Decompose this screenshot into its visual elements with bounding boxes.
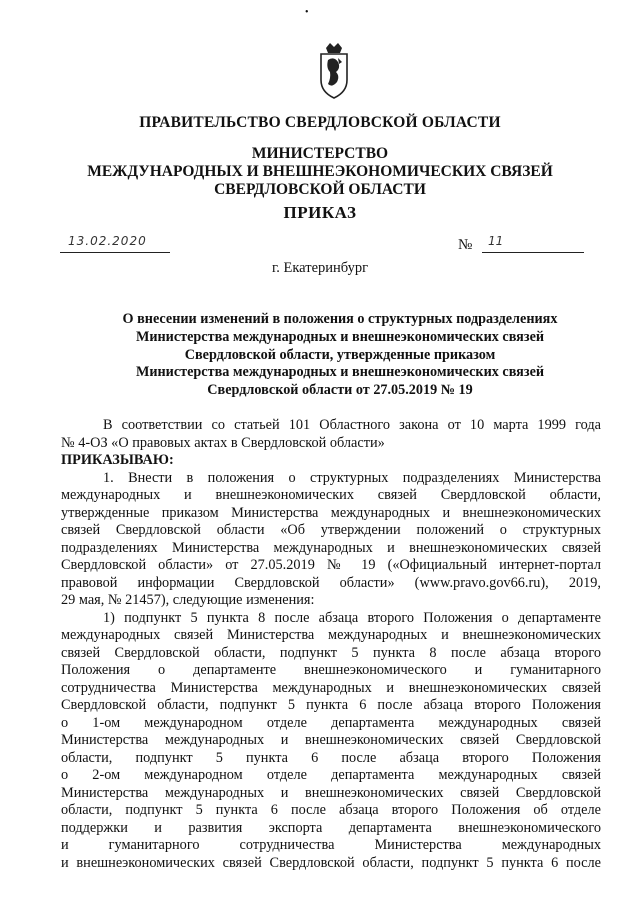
body-line: Положения о департаменте внешнеэкономического и гуманитарного bbox=[61, 662, 601, 678]
city-line: г. Екатеринбург bbox=[271, 260, 369, 276]
ministry-title-line-3: СВЕРДЛОВСКОЙ ОБЛАСТИ bbox=[214, 181, 426, 198]
number-label: № bbox=[458, 237, 473, 253]
date-handwritten: 13.02.2020 bbox=[68, 234, 147, 248]
body-line: и гуманитарного сотрудничества Министерства международных bbox=[61, 837, 601, 853]
body-line: о 2-ом международном отделе департамента международных связей bbox=[61, 767, 601, 783]
body-line: поддержки и развития экспорта департамента внешнеэкономического bbox=[61, 819, 601, 836]
body-line: и внешнеэкономических связей Свердловской области, подпункт 5 пункта 6 после bbox=[61, 854, 601, 871]
body-line: Свердловской области, подпункт 5 пункта 6 после абзаца второго Положения bbox=[61, 697, 601, 713]
body-line: сотрудничества Министерства международных и внешнеэкономических связей bbox=[61, 679, 601, 696]
body-line: правовой информации Свердловской области» (www.pravo.gov66.ru), 2019, bbox=[61, 574, 601, 591]
document-type: ПРИКАЗ bbox=[283, 203, 357, 222]
body-line: № 4-ОЗ «О правовых актах в Свердловской области» bbox=[61, 434, 385, 451]
scan-dot: • bbox=[305, 7, 309, 18]
sverdlovsk-coat-of-arms-icon bbox=[316, 42, 352, 100]
subject-line: О внесении изменений в положения о структурных подразделениях bbox=[122, 311, 558, 327]
ministry-title-line-1: МИНИСТЕРСТВО bbox=[251, 145, 389, 162]
order-directive: ПРИКАЗЫВАЮ: bbox=[61, 452, 174, 468]
body-line: международных связей Министерства международных и внешнеэкономических bbox=[61, 627, 601, 643]
subject-line: Свердловской области от 27.05.2019 № 19 bbox=[207, 382, 473, 399]
body-line: области, подпункт 5 пункта 6 после абзаца второго Положения bbox=[61, 749, 601, 766]
order-body bbox=[61, 417, 601, 872]
number-handwritten: 11 bbox=[488, 234, 504, 248]
subject-line: Министерства международных и внешнеэкономических связей bbox=[135, 364, 545, 381]
body-line: подразделениях Министерства международных и внешнеэкономических связей bbox=[61, 539, 601, 556]
body-line: В соответствии со статьей 101 Областного закона от 10 марта 1999 года bbox=[103, 417, 601, 433]
body-line: Министерства международных и внешнеэкономических связей Свердловской bbox=[61, 732, 601, 748]
body-line: связей Свердловской области «Об утверждении положений о структурных bbox=[61, 522, 601, 538]
body-line: Министерства международных и внешнеэкономических связей Свердловской bbox=[61, 784, 601, 801]
order-subject bbox=[70, 311, 610, 400]
number-field bbox=[482, 236, 584, 253]
body-line: утвержденные приказом Министерства международных и внешнеэкономических bbox=[61, 504, 601, 521]
subject-line: Свердловской области, утвержденные приказом bbox=[184, 346, 496, 363]
body-line: международных и внешнеэкономических связей Свердловской области, bbox=[61, 487, 601, 503]
body-line: 29 мая, № 21457), следующие изменения: bbox=[61, 592, 315, 608]
body-line: области, подпункт 5 пункта 6 после абзаца второго Положения об отделе bbox=[61, 802, 601, 818]
body-line: 1. Внести в положения о структурных подразделениях Министерства bbox=[103, 469, 601, 486]
ministry-title-line-2: МЕЖДУНАРОДНЫХ И ВНЕШНЕЭКОНОМИЧЕСКИХ СВЯЗЕЙ bbox=[87, 163, 553, 180]
body-line: связей Свердловской области, подпункт 5 пункта 8 после абзаца второго bbox=[61, 644, 601, 661]
government-title: ПРАВИТЕЛЬСТВО СВЕРДЛОВСКОЙ ОБЛАСТИ bbox=[139, 114, 501, 131]
subject-line: Министерства международных и внешнеэкономических связей bbox=[135, 328, 545, 345]
body-line: Свердловской области» от 27.05.2019 № 19 («Официальный интернет-портал bbox=[61, 557, 601, 573]
body-line: 1) подпункт 5 пункта 8 после абзаца второго Положения о департаменте bbox=[103, 609, 601, 626]
date-field bbox=[60, 236, 170, 253]
body-line: о 1-ом международном отделе департамента международных связей bbox=[61, 714, 601, 731]
